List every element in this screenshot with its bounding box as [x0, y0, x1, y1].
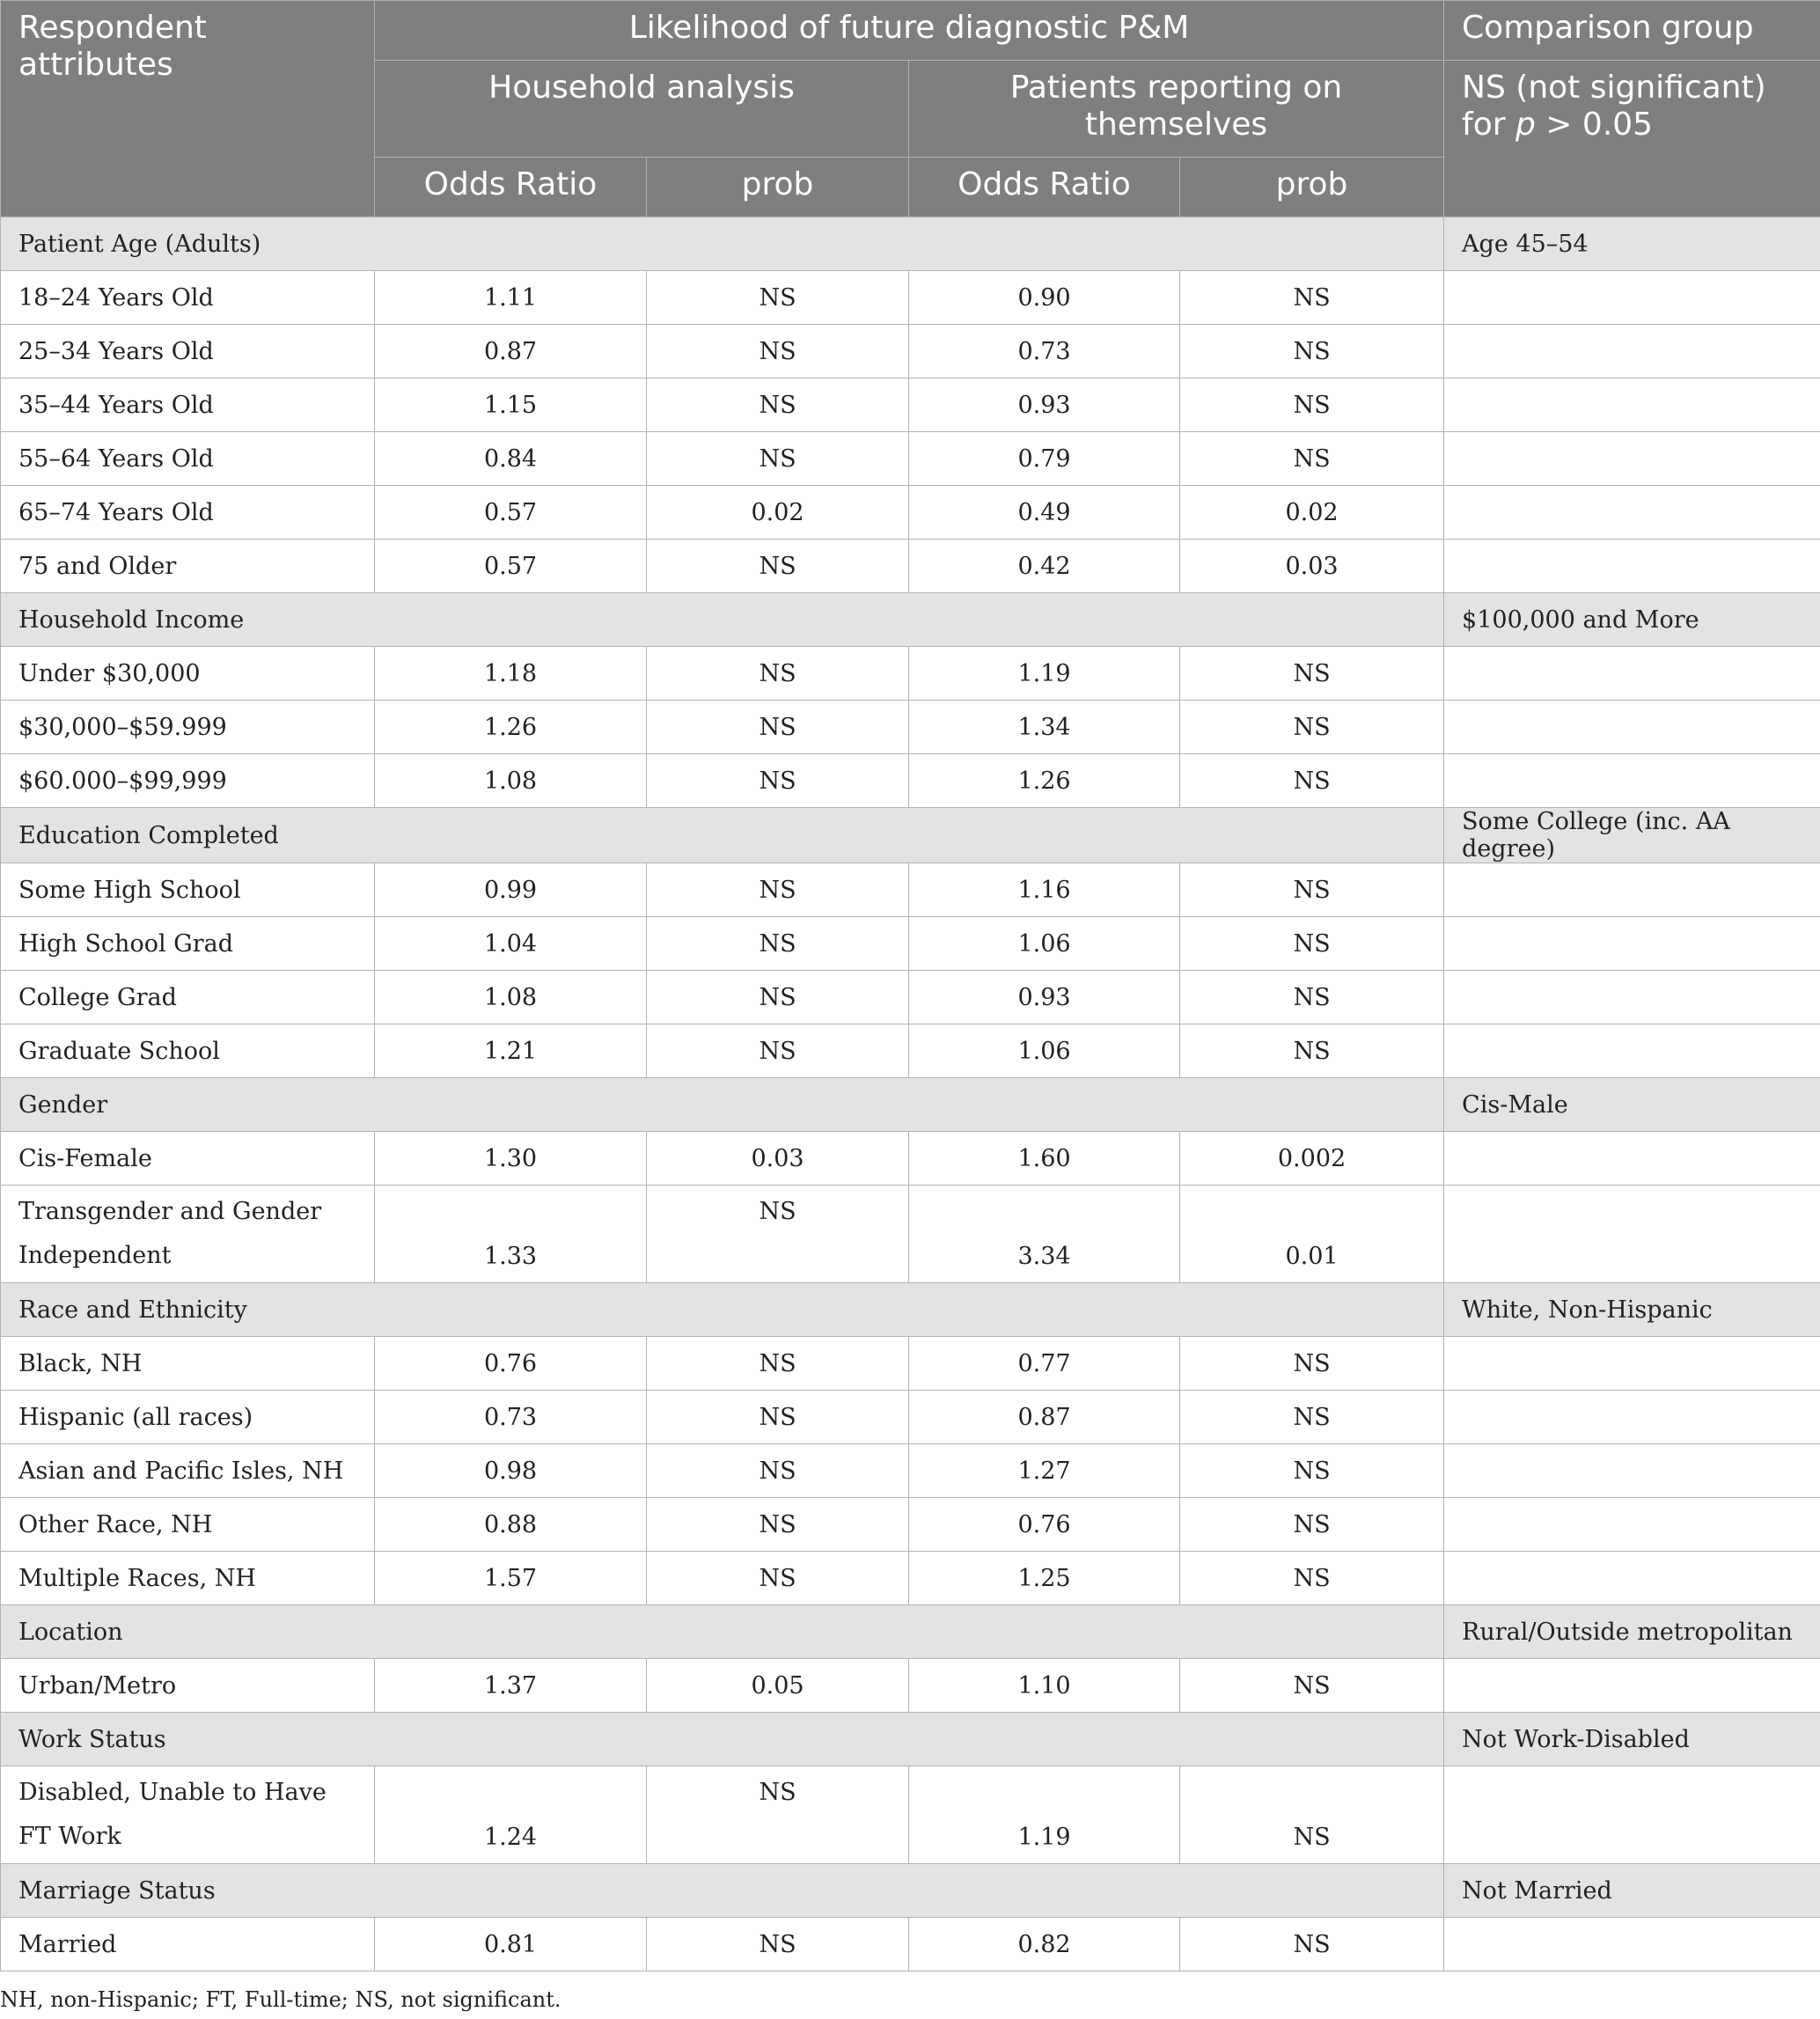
table-row: [1, 1186, 1820, 1283]
household-prob: NS: [647, 1444, 909, 1498]
section-title: Patient Age (Adults): [1, 217, 1444, 271]
household-prob: NS: [647, 1337, 909, 1391]
household-odds-ratio: 0.73: [375, 1391, 647, 1444]
section-comparison-group: Not Married: [1444, 1864, 1820, 1918]
comparison-cell-empty: [1444, 1552, 1820, 1605]
household-odds-ratio: 1.37: [375, 1659, 647, 1713]
patients-odds-ratio: 1.06: [909, 1024, 1180, 1078]
row-label: Multiple Races, NH: [1, 1552, 375, 1605]
section-row: [1, 1864, 1820, 1918]
section-comparison-group: Cis-Male: [1444, 1078, 1820, 1132]
patients-prob: NS: [1180, 1918, 1444, 1971]
household-odds-ratio: 0.57: [375, 540, 647, 593]
header-ns-note: [1444, 61, 1820, 217]
household-prob: NS: [647, 1498, 909, 1552]
comparison-cell-empty: [1444, 540, 1820, 593]
household-odds-ratio: 0.99: [375, 863, 647, 917]
section-title: Work Status: [1, 1713, 1444, 1766]
table-row: [1, 1391, 1820, 1444]
comparison-cell-empty: [1444, 701, 1820, 754]
patients-prob: NS: [1180, 271, 1444, 325]
household-odds-ratio: 0.57: [375, 486, 647, 540]
row-label: College Grad: [1, 971, 375, 1024]
table-footnote: NH, non-Hispanic; FT, Full-time; NS, not significant.: [0, 1987, 561, 2012]
household-odds-ratio: 1.15: [375, 378, 647, 432]
comparison-cell-empty: [1444, 432, 1820, 486]
household-odds-ratio: 1.11: [375, 271, 647, 325]
household-prob: NS: [647, 917, 909, 971]
table-row: [1, 1552, 1820, 1605]
table-row: [1, 271, 1820, 325]
household-prob: 0.02: [647, 486, 909, 540]
row-label: Other Race, NH: [1, 1498, 375, 1552]
table-row: [1, 647, 1820, 701]
patients-odds-ratio: 0.76: [909, 1498, 1180, 1552]
table-row: [1, 1659, 1820, 1713]
table-row: [1, 486, 1820, 540]
household-prob: NS: [647, 1186, 909, 1283]
household-prob: NS: [647, 863, 909, 917]
household-prob: NS: [647, 1918, 909, 1971]
patients-prob: NS: [1180, 325, 1444, 378]
row-label: Asian and Pacific Isles, NH: [1, 1444, 375, 1498]
patients-prob: 0.02: [1180, 486, 1444, 540]
household-prob: NS: [647, 1552, 909, 1605]
section-title: Location: [1, 1605, 1444, 1659]
patients-prob: NS: [1180, 1444, 1444, 1498]
ns-note-p: p: [1515, 106, 1536, 143]
section-comparison-group: Age 45–54: [1444, 217, 1820, 271]
row-label: Hispanic (all races): [1, 1391, 375, 1444]
household-odds-ratio: 0.76: [375, 1337, 647, 1391]
row-label: Graduate School: [1, 1024, 375, 1078]
table-row: [1, 432, 1820, 486]
household-prob: NS: [647, 271, 909, 325]
comparison-cell-empty: [1444, 1391, 1820, 1444]
row-label: High School Grad: [1, 917, 375, 971]
row-label: Married: [1, 1918, 375, 1971]
comparison-cell-empty: [1444, 863, 1820, 917]
patients-odds-ratio: 1.26: [909, 754, 1180, 808]
comparison-cell-empty: [1444, 1498, 1820, 1552]
patients-odds-ratio: 0.79: [909, 432, 1180, 486]
header-likelihood: Likelihood of future diagnostic P&M: [375, 1, 1444, 61]
table-row: [1, 1918, 1820, 1971]
section-row: [1, 1605, 1820, 1659]
comparison-cell-empty: [1444, 1766, 1820, 1864]
household-odds-ratio: 1.24: [375, 1766, 647, 1864]
patients-odds-ratio: 1.16: [909, 863, 1180, 917]
patients-prob: 0.002: [1180, 1132, 1444, 1186]
household-odds-ratio: 0.88: [375, 1498, 647, 1552]
patients-odds-ratio: 0.82: [909, 1918, 1180, 1971]
section-row: [1, 1078, 1820, 1132]
patients-odds-ratio: 1.19: [909, 647, 1180, 701]
household-odds-ratio: 1.08: [375, 754, 647, 808]
household-odds-ratio: 1.21: [375, 1024, 647, 1078]
table-row: [1, 1132, 1820, 1186]
household-odds-ratio: 1.18: [375, 647, 647, 701]
patients-odds-ratio: 1.06: [909, 917, 1180, 971]
household-prob: NS: [647, 378, 909, 432]
patients-prob: NS: [1180, 754, 1444, 808]
patients-prob: NS: [1180, 647, 1444, 701]
header-odds-ratio-patients: Odds Ratio: [909, 158, 1180, 217]
comparison-cell-empty: [1444, 1918, 1820, 1971]
header-prob-patients: prob: [1180, 158, 1444, 217]
patients-prob: 0.03: [1180, 540, 1444, 593]
comparison-cell-empty: [1444, 1132, 1820, 1186]
household-prob: 0.03: [647, 1132, 909, 1186]
patients-prob: NS: [1180, 917, 1444, 971]
row-label: 18–24 Years Old: [1, 271, 375, 325]
comparison-cell-empty: [1444, 1444, 1820, 1498]
household-odds-ratio: 0.98: [375, 1444, 647, 1498]
table-row: [1, 863, 1820, 917]
row-label: Transgender and Gender Independent: [1, 1186, 375, 1283]
household-prob: NS: [647, 754, 909, 808]
comparison-cell-empty: [1444, 917, 1820, 971]
patients-odds-ratio: 1.25: [909, 1552, 1180, 1605]
header-prob-household: prob: [647, 158, 909, 217]
patients-prob: NS: [1180, 1391, 1444, 1444]
patients-prob: NS: [1180, 1498, 1444, 1552]
household-odds-ratio: 1.08: [375, 971, 647, 1024]
comparison-cell-empty: [1444, 325, 1820, 378]
row-label: 25–34 Years Old: [1, 325, 375, 378]
patients-prob: NS: [1180, 1024, 1444, 1078]
table-row: [1, 1024, 1820, 1078]
patients-odds-ratio: 0.42: [909, 540, 1180, 593]
patients-prob: NS: [1180, 1337, 1444, 1391]
patients-odds-ratio: 0.90: [909, 271, 1180, 325]
ns-note-prefix: NS (not significant) for: [1462, 70, 1766, 143]
patients-odds-ratio: 1.19: [909, 1766, 1180, 1864]
section-comparison-group: $100,000 and More: [1444, 593, 1820, 647]
table-row: [1, 1498, 1820, 1552]
section-comparison-group: Rural/Outside metropolitan: [1444, 1605, 1820, 1659]
section-title: Gender: [1, 1078, 1444, 1132]
header-comparison-group: Comparison group: [1444, 1, 1820, 61]
household-prob: NS: [647, 540, 909, 593]
comparison-cell-empty: [1444, 1024, 1820, 1078]
row-label: 75 and Older: [1, 540, 375, 593]
table-row: [1, 378, 1820, 432]
section-row: [1, 593, 1820, 647]
row-label: Under $30,000: [1, 647, 375, 701]
household-prob: NS: [647, 1024, 909, 1078]
table-row: [1, 1444, 1820, 1498]
household-odds-ratio: 1.26: [375, 701, 647, 754]
section-row: [1, 1713, 1820, 1766]
patients-prob: NS: [1180, 863, 1444, 917]
header-respondent-attributes: Respondent attributes: [1, 1, 375, 217]
table-row: [1, 325, 1820, 378]
household-odds-ratio: 1.33: [375, 1186, 647, 1283]
row-label: 55–64 Years Old: [1, 432, 375, 486]
patients-prob: NS: [1180, 1659, 1444, 1713]
comparison-cell-empty: [1444, 971, 1820, 1024]
section-row: [1, 1283, 1820, 1337]
row-label: Urban/Metro: [1, 1659, 375, 1713]
comparison-cell-empty: [1444, 1337, 1820, 1391]
patients-odds-ratio: 1.34: [909, 701, 1180, 754]
row-label: Disabled, Unable to Have FT Work: [1, 1766, 375, 1864]
patients-prob: NS: [1180, 1766, 1444, 1864]
household-prob: 0.05: [647, 1659, 909, 1713]
household-odds-ratio: 1.57: [375, 1552, 647, 1605]
comparison-cell-empty: [1444, 378, 1820, 432]
header-patients-reporting: Patients reporting on themselves: [909, 61, 1444, 158]
household-prob: NS: [647, 971, 909, 1024]
patients-prob: NS: [1180, 378, 1444, 432]
household-prob: NS: [647, 1766, 909, 1864]
table-row: [1, 971, 1820, 1024]
patients-odds-ratio: 0.93: [909, 971, 1180, 1024]
row-label: 35–44 Years Old: [1, 378, 375, 432]
section-title: Education Completed: [1, 808, 1444, 863]
section-title: Household Income: [1, 593, 1444, 647]
household-prob: NS: [647, 325, 909, 378]
patients-odds-ratio: 1.10: [909, 1659, 1180, 1713]
patients-odds-ratio: 0.49: [909, 486, 1180, 540]
patients-prob: NS: [1180, 701, 1444, 754]
patients-odds-ratio: 0.77: [909, 1337, 1180, 1391]
table-body: [1, 217, 1820, 1971]
table-row: [1, 540, 1820, 593]
patients-odds-ratio: 0.93: [909, 378, 1180, 432]
row-label: Cis-Female: [1, 1132, 375, 1186]
comparison-cell-empty: [1444, 1186, 1820, 1283]
household-odds-ratio: 0.81: [375, 1918, 647, 1971]
section-comparison-group: Some College (inc. AA degree): [1444, 808, 1820, 863]
table-row: [1, 754, 1820, 808]
household-prob: NS: [647, 647, 909, 701]
patients-prob: NS: [1180, 1552, 1444, 1605]
section-comparison-group: White, Non-Hispanic: [1444, 1283, 1820, 1337]
patients-odds-ratio: 1.60: [909, 1132, 1180, 1186]
header-household-analysis: Household analysis: [375, 61, 909, 158]
section-row: [1, 217, 1820, 271]
household-odds-ratio: 1.04: [375, 917, 647, 971]
row-label: $30,000–$59.999: [1, 701, 375, 754]
household-odds-ratio: 1.30: [375, 1132, 647, 1186]
table-row: [1, 1337, 1820, 1391]
row-label: $60.000–$99,999: [1, 754, 375, 808]
household-prob: NS: [647, 701, 909, 754]
ns-note-suffix: > 0.05: [1535, 106, 1654, 143]
comparison-cell-empty: [1444, 754, 1820, 808]
patients-odds-ratio: 1.27: [909, 1444, 1180, 1498]
patients-odds-ratio: 3.34: [909, 1186, 1180, 1283]
section-title: Marriage Status: [1, 1864, 1444, 1918]
table-row: [1, 1766, 1820, 1864]
patients-odds-ratio: 0.73: [909, 325, 1180, 378]
comparison-cell-empty: [1444, 1659, 1820, 1713]
section-title: Race and Ethnicity: [1, 1283, 1444, 1337]
table-row: [1, 917, 1820, 971]
comparison-cell-empty: [1444, 647, 1820, 701]
household-prob: NS: [647, 432, 909, 486]
section-comparison-group: Not Work-Disabled: [1444, 1713, 1820, 1766]
patients-prob: NS: [1180, 971, 1444, 1024]
row-label: 65–74 Years Old: [1, 486, 375, 540]
comparison-cell-empty: [1444, 271, 1820, 325]
row-label: Some High School: [1, 863, 375, 917]
header-odds-ratio-household: Odds Ratio: [375, 158, 647, 217]
patients-prob: NS: [1180, 432, 1444, 486]
comparison-cell-empty: [1444, 486, 1820, 540]
row-label: Black, NH: [1, 1337, 375, 1391]
household-odds-ratio: 0.87: [375, 325, 647, 378]
patients-odds-ratio: 0.87: [909, 1391, 1180, 1444]
household-prob: NS: [647, 1391, 909, 1444]
section-row: [1, 808, 1820, 863]
table-row: [1, 701, 1820, 754]
patients-prob: 0.01: [1180, 1186, 1444, 1283]
household-odds-ratio: 0.84: [375, 432, 647, 486]
